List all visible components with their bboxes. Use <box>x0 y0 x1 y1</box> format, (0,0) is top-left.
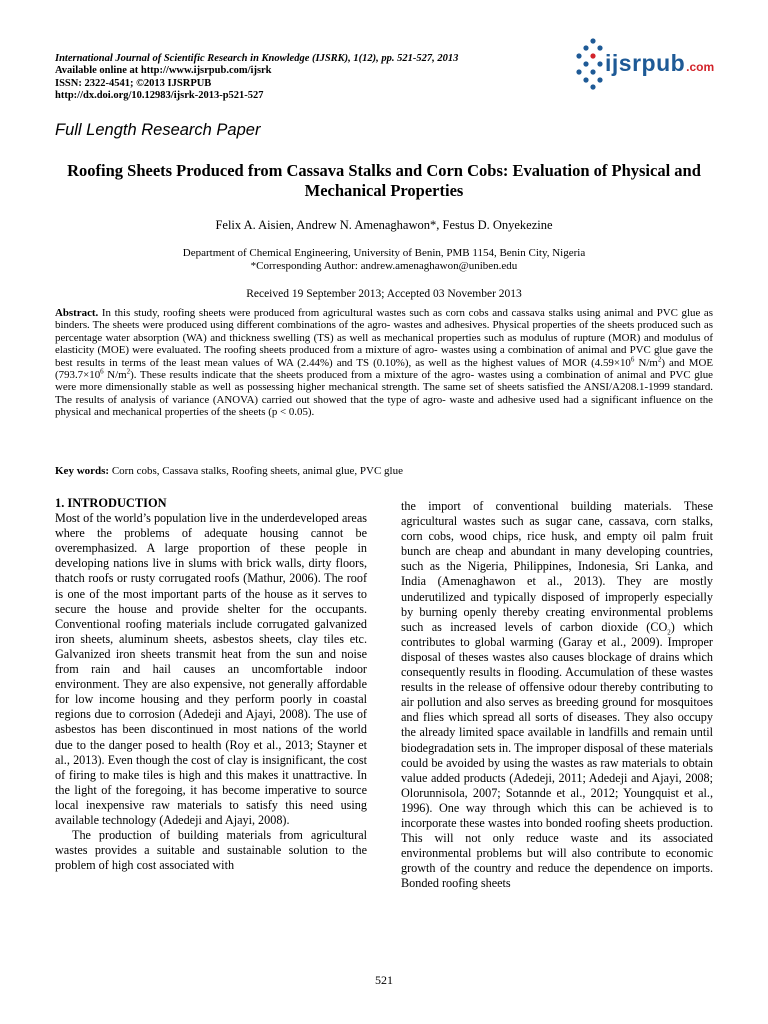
abstract-text-3: ) and MOE (793.7×10 <box>55 356 714 382</box>
journal-citation: International Journal of Scientific Research in Knowledge (IJSRK), 1(12), pp. 521-527, 2013 <box>55 53 459 64</box>
intro-paragraph-2: The production of building materials from agricultural wastes provides a suitable and sustainable solution to the problem of high cost associated with <box>55 828 367 873</box>
co2-subscript: 2 <box>667 628 671 637</box>
right-column <box>401 499 713 891</box>
issn-line: ISSN: 2322-4541; ©2013 IJSRPUB <box>55 77 212 89</box>
keywords <box>55 465 715 477</box>
paper-type: Full Length Research Paper <box>55 121 261 139</box>
dot-grid-icon <box>572 36 608 92</box>
journal-header <box>55 53 525 103</box>
abstract-text-2: N/m <box>634 356 658 369</box>
abstract-label: Abstract. <box>55 307 99 319</box>
abstract-text-4: N/m <box>103 369 127 382</box>
doi-link: http://dx.doi.org/10.12983/ijsrk-2013-p521-527 <box>55 90 264 102</box>
author-list: Felix A. Aisien, Andrew N. Amenaghawon*, Festus D. Onyekezine <box>215 218 553 232</box>
keywords-text: Corn cobs, Cassava stalks, Roofing sheets, animal glue, PVC glue <box>109 465 403 477</box>
right-text-1: the import of conventional building materials. These agricultural wastes such as sugar cane, cassava, corn stalks, corn cobs, wood chips, rice husk, and empty oil palm fruit bunch are cheap and abundant in many developing countries, such as the Nigeria, Philippines, Indonesia, Sri Lanka, and India (Amenaghawon et al., 2013). They are mostly underutilized and typically disposed of improperly especially by burning openly thereby creating environmental problems such as increased levels of carbon dioxide (CO <box>401 499 713 634</box>
affiliation: Department of Chemical Engineering, University of Benin, PMB 1154, Benin City, Nigeria <box>182 247 586 259</box>
logo-name: ijsrpub <box>605 50 686 76</box>
intro-paragraph-2-continued <box>401 499 713 891</box>
logo-suffix: .com <box>686 60 715 74</box>
right-text-2: ) which contributes to global warming (Garay et al., 2009). Improper disposal of theses wastes also causes blockage of drains which consequently results in flooding. Accumulation of these wastes results in the release of offensive odour thereby contributing to air pollution and also serves as breeding ground for mosquitoes and flies which spread all sorts of diseases. They also occupy the already limited space available in landfills and remain until biodegradation sets in. The improper disposal of these materials could be avoided by using the wastes as raw materials to obtain value added products (Adedeji, 2011; Adedeji and Ajayi, 2008; Olorunnisola, 2007; Sotannde et al., 2012; Youngquist et al., 1996). One way through which this can be achieved is to incorporate these wastes into bonded roofing sheets production. This will not only reduce waste and its associated environmental problems but will also contribute to economic growth of the country and reduce the dependence on imports. Bonded roofing sheets <box>401 619 713 891</box>
ijsrpub-logo <box>572 36 752 92</box>
logo-wordmark <box>605 50 714 77</box>
abstract <box>55 307 713 419</box>
abstract-sup-3: 6 <box>100 367 104 376</box>
abstract-sup-2: 2 <box>657 355 662 363</box>
affiliation-block <box>0 247 768 272</box>
page-number: 521 <box>375 973 393 987</box>
paper-title: Roofing Sheets Produced from Cassava Stalks and Corn Cobs: Evaluation of Physical and Mechanical Properties <box>67 161 701 200</box>
received-accepted-dates: Received 19 September 2013; Accepted 03 November 2013 <box>246 288 522 300</box>
keywords-label: Key words: <box>55 465 110 477</box>
section-heading-introduction: 1. INTRODUCTION <box>55 496 167 510</box>
abstract-sup-4: 2 <box>126 367 131 376</box>
left-column <box>55 496 367 873</box>
online-url: Available online at http://www.ijsrpub.com/ijsrk <box>55 65 272 77</box>
abstract-sup-1: 6 <box>630 355 635 363</box>
corresponding-author: *Corresponding Author: andrew.amenaghawon@uniben.edu <box>250 259 518 272</box>
abstract-text-1: In this study, roofing sheets were produced from agricultural wastes such as corn cobs and cassava stalks using animal and PVC glue as binders. The sheets were produced using different combinations of the agro- wastes and adhesives. Physical properties of the sheets produced such as percentage water absorption (WA) and thickness swelling (TS) as well as mechanical properties such as modulus of rupture (MOR) and modulus of elasticity (MOE) were evaluated. The roofing sheets produced from a mixture of agro- wastes using a combination of animal and PVC glue gave the best results in terms of the least mean values of WA (2.44%) and TS (0.10%), as well as the highest values of MOR (4.59×10 <box>55 307 713 369</box>
abstract-text-5: ). These results indicate that the sheets produced from a mixture of the agro- wastes using a combination of animal and PVC glue were more dimensionally stable as well as possessing higher mechanical strength. The same set of sheets satisfied the ANSI/A208.1-1999 standard. The results of analysis of variance (ANOVA) carried out showed that the type of agro- waste and adhesive used had a significant influence on the physical and mechanical properties of the sheets (p < 0.05). <box>55 369 713 419</box>
intro-paragraph-1: Most of the world’s population live in the underdeveloped areas where the problems of adequate housing cannot be overemphasized. A large proportion of these people in developing nations live in slums with brick walls, dirty floors, thatch roofs or rusty corrugated roofs (Mathur, 2006). The roof is one of the most important parts of the house as it serves to secure the house and provide shelter for the occupants. Conventional roofing materials include corrugated galvanized iron sheets, aluminum sheets, asbestos sheets, clay tiles etc. Galvanized iron sheets transmit heat from the sun and noise from rain and hail causes an uncomfortable indoor environment. They are also expensive, not generally affordable for low income housing and they perform poorly in coastal regions due to corrosion (Adedeji and Ajayi, 2008). The use of asbestos has been discontinued in most nations of the world due to the danger posed to health (Roy et al., 2013; Stayner et al., 2013). Even though the cost of clay is insignificant, the cost of firing to make tiles is high and this makes it unattractive. In the light of the foregoing, it has become imperative to source local inexpensive raw materials to satisfy this need using available technology (Adedeji and Ajayi, 2008). <box>55 511 367 827</box>
